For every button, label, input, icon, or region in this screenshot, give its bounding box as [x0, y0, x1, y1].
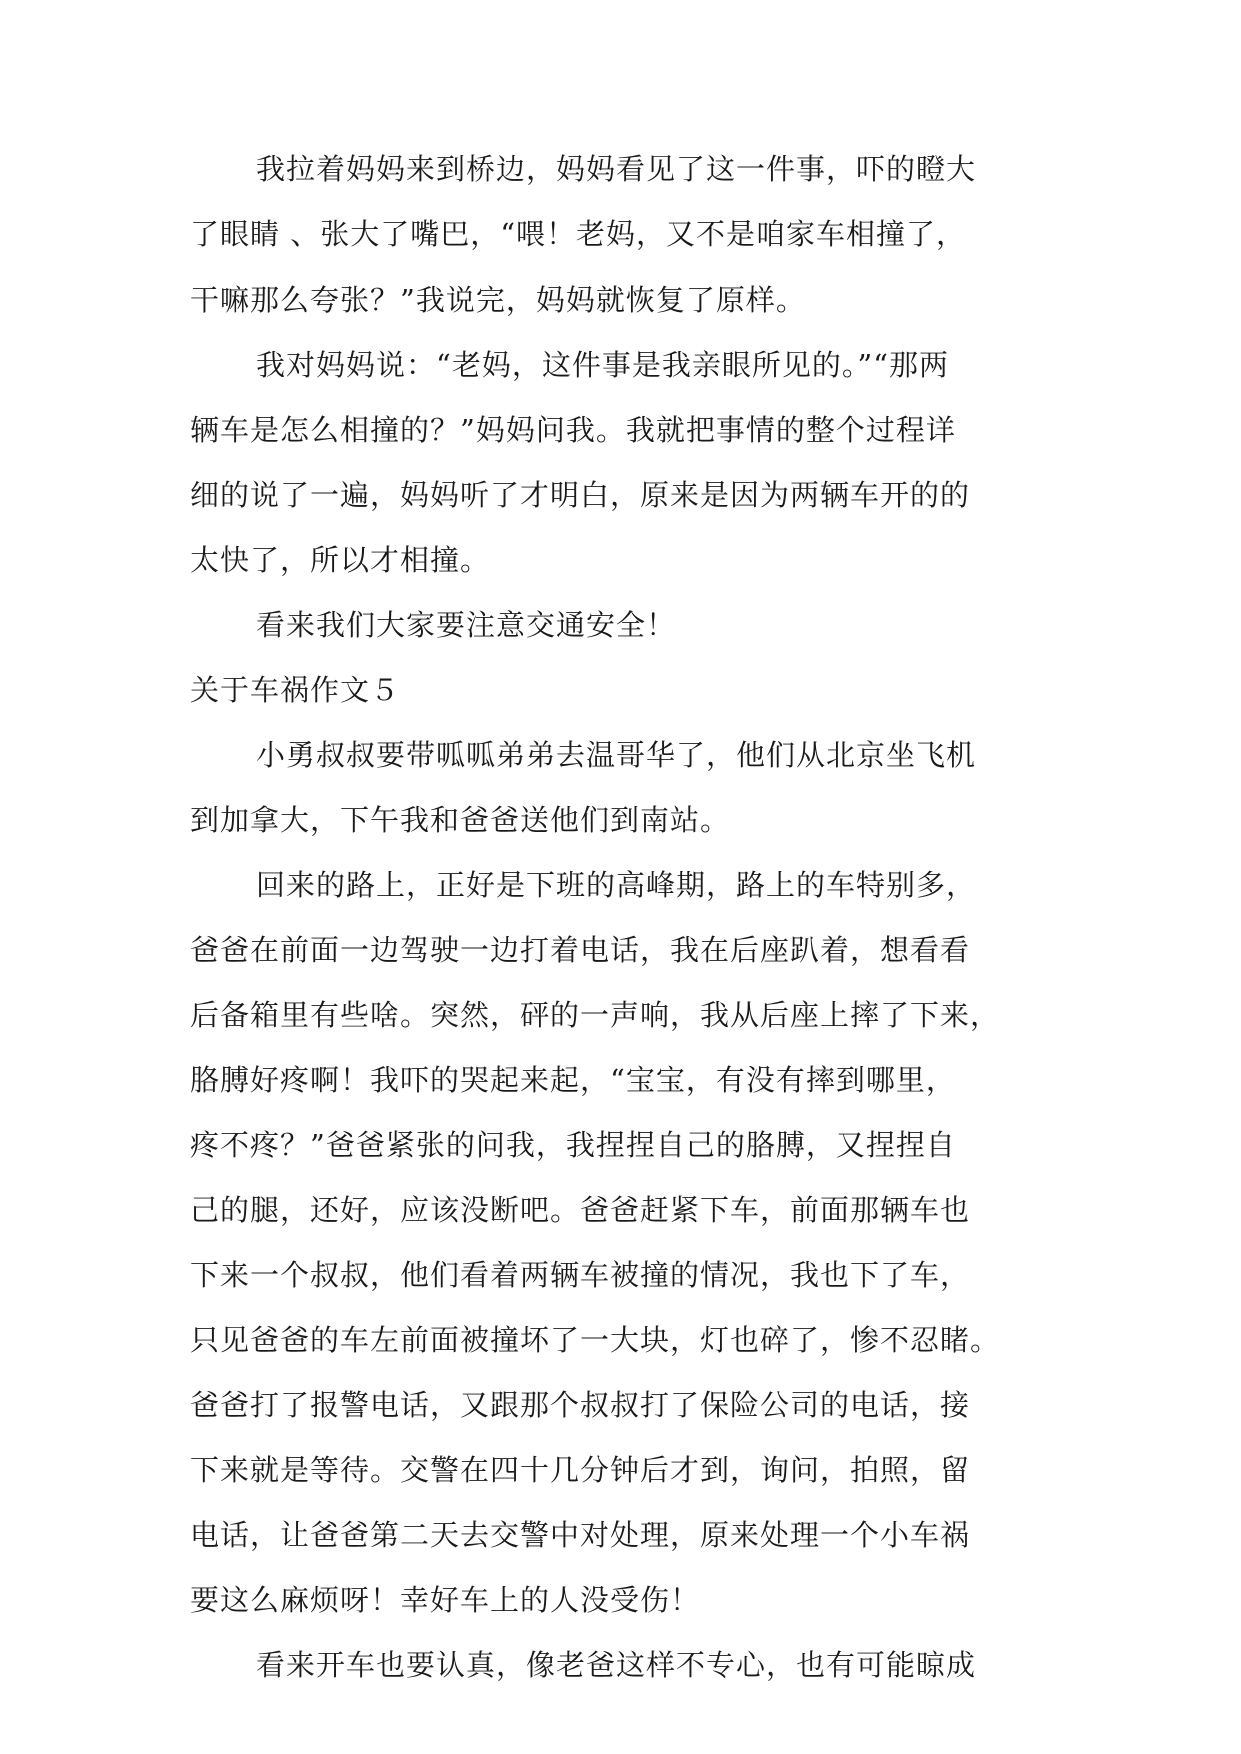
paragraph-2-line-3: 细的说了一遍，妈妈听了才明白，原来是因为两辆车开的的: [190, 478, 971, 512]
paragraph-2-line-1: 我对妈妈说：“老妈，这件事是我亲眼所见的。”“那两: [256, 348, 949, 382]
paragraph-5-line-1: 回来的路上，正好是下班的高峰期，路上的车特别多，: [256, 868, 977, 902]
paragraph-4-line-2: 到加拿大，下午我和爸爸送他们到南站。: [190, 803, 731, 837]
paragraph-1-line-2: 了眼睛 、张大了嘴巴，“喂！老妈，又不是咱家车相撞了，: [190, 217, 967, 251]
paragraph-1-line-3: 干嘛那么夸张？”我说完，妈妈就恢复了原样。: [190, 283, 806, 317]
paragraph-5-line-8: 只见爸爸的车左前面被撞坏了一大块，灯也碎了，惨不忍睹。: [190, 1323, 1001, 1357]
paragraph-5-line-11: 电话，让爸爸第二天去交警中对处理，原来处理一个小车祸: [190, 1518, 971, 1552]
section-heading: 关于车祸作文５: [190, 673, 401, 707]
paragraph-5-line-5: 疼不疼？”爸爸紧张的问我，我捏捏自己的胳膊，又捏捏自: [190, 1128, 956, 1162]
paragraph-5-line-9: 爸爸打了报警电话，又跟那个叔叔打了保险公司的电话，接: [190, 1388, 971, 1422]
paragraph-2-line-4: 太快了，所以才相撞。: [190, 543, 491, 577]
paragraph-3-line-1: 看来我们大家要注意交通安全！: [256, 608, 677, 642]
paragraph-5-line-4: 胳膊好疼啊！我吓的哭起来起，“宝宝，有没有摔到哪里，: [190, 1063, 956, 1097]
paragraph-5-line-6: 己的腿，还好，应该没断吧。爸爸赶紧下车，前面那辆车也: [190, 1193, 971, 1227]
paragraph-5-line-3: 后备箱里有些啥。突然，砰的一声响，我从后座上摔了下来，: [190, 998, 1001, 1032]
paragraph-5-line-12: 要这么麻烦呀！幸好车上的人没受伤！: [190, 1583, 701, 1617]
paragraph-4-line-1: 小勇叔叔要带呱呱弟弟去温哥华了，他们从北京坐飞机: [256, 738, 977, 772]
paragraph-5-line-2: 爸爸在前面一边驾驶一边打着电话，我在后座趴着，想看看: [190, 933, 971, 967]
paragraph-2-line-2: 辆车是怎么相撞的？”妈妈问我。我就把事情的整个过程详: [190, 413, 956, 447]
paragraph-6-line-1: 看来开车也要认真，像老爸这样不专心，也有可能晾成: [256, 1648, 977, 1682]
paragraph-1-line-1: 我拉着妈妈来到桥边，妈妈看见了这一件事，吓的瞪大: [256, 152, 977, 186]
paragraph-5-line-10: 下来就是等待。交警在四十几分钟后才到，询问，拍照，留: [190, 1453, 971, 1487]
paragraph-5-line-7: 下来一个叔叔，他们看着两辆车被撞的情况，我也下了车，: [190, 1258, 971, 1292]
